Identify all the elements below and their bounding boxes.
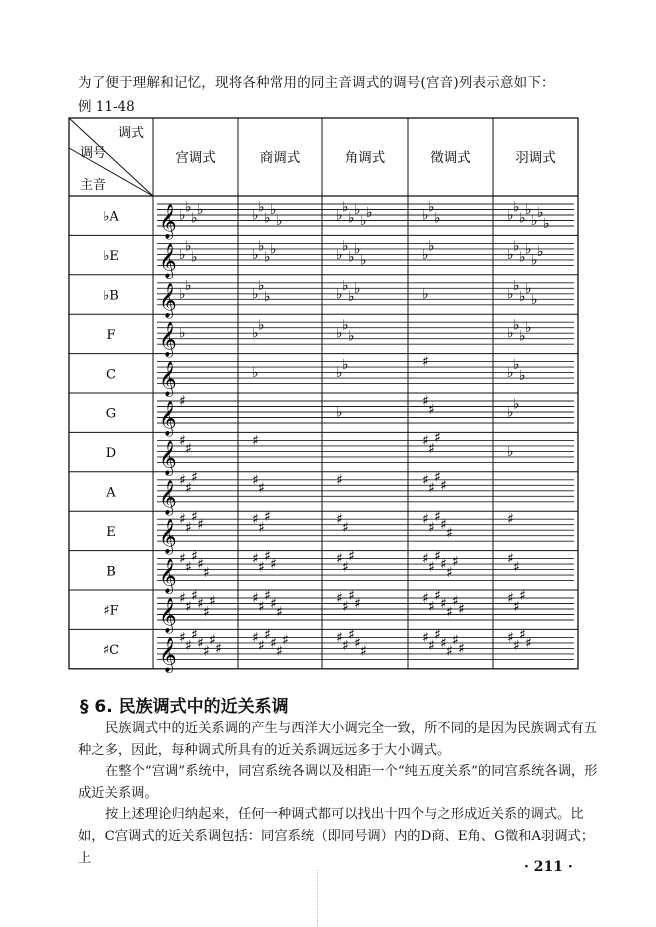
sharp-accidental: ♯: [446, 643, 453, 660]
table-row: [105, 470, 574, 516]
sharp-accidental: ♯: [434, 587, 441, 604]
sharp-accidental: ♯: [276, 604, 283, 621]
sharp-accidental: ♯: [342, 638, 349, 655]
sharp-accidental: ♯: [179, 432, 186, 449]
flat-accidental: ♭: [264, 210, 271, 227]
sharp-accidental: ♯: [440, 517, 447, 534]
sharp-accidental: ♯: [179, 472, 186, 489]
sharp-accidental: ♯: [513, 559, 520, 576]
sharp-accidental: ♯: [342, 559, 349, 576]
flat-accidental: ♭: [270, 202, 277, 218]
sharp-accidental: ♯: [185, 638, 192, 655]
sharp-accidental: ♯: [422, 432, 429, 449]
flat-accidental: ♭: [422, 246, 429, 263]
flat-accidental: ♭: [507, 365, 514, 382]
sharp-accidental: ♯: [252, 432, 259, 449]
flat-accidental: ♭: [422, 207, 429, 224]
table-row: [103, 239, 574, 280]
flat-accidental: ♭: [185, 199, 192, 216]
flat-accidental: ♭: [348, 289, 355, 306]
treble-clef: 𝄞: [159, 282, 177, 318]
sharp-accidental: ♯: [348, 627, 355, 644]
treble-clef: 𝄞: [159, 401, 177, 436]
flat-accidental: ♭: [342, 278, 349, 295]
sharp-accidental: ♯: [354, 635, 361, 652]
flat-accidental: ♭: [252, 286, 259, 303]
sharp-accidental: ♯: [209, 593, 216, 610]
sharp-accidental: ♯: [428, 598, 435, 615]
flat-accidental: ♭: [252, 365, 259, 382]
sharp-accidental: ♯: [252, 590, 259, 607]
table-body: [103, 199, 574, 673]
table-grid: [69, 118, 578, 669]
tonic-label: ♭B: [103, 288, 119, 304]
treble-clef: 𝄞: [159, 204, 177, 239]
flat-accidental: ♭: [276, 213, 283, 229]
flat-accidental: ♭: [531, 291, 538, 308]
table-row: [106, 548, 574, 594]
tonic-label: F: [106, 327, 116, 343]
table-row: [103, 278, 574, 319]
table-row: [106, 317, 574, 358]
sharp-accidental: ♯: [360, 643, 367, 660]
tonic-label: G: [105, 406, 117, 422]
treble-clef: 𝄞: [159, 243, 177, 279]
example-label: 例 11-48: [78, 99, 135, 115]
sharp-accidental: ♯: [452, 553, 459, 570]
sharp-accidental: ♯: [264, 627, 271, 644]
sharp-accidental: ♯: [422, 472, 429, 489]
sharp-accidental: ♯: [348, 548, 355, 565]
sharp-accidental: ♯: [507, 590, 514, 607]
flat-accidental: ♭: [264, 249, 271, 266]
tonic-label: D: [105, 446, 117, 462]
flat-accidental: ♭: [354, 202, 361, 218]
treble-clef: 𝄞: [159, 479, 177, 515]
flat-accidental: ♭: [507, 286, 514, 303]
flat-accidental: ♭: [507, 404, 514, 421]
flat-accidental: ♭: [513, 356, 520, 373]
sharp-accidental: ♯: [513, 598, 520, 615]
flat-accidental: ♭: [513, 199, 520, 216]
sharp-accidental: ♯: [422, 590, 429, 607]
flat-accidental: ♭: [428, 199, 435, 216]
column-header: 徵调式: [430, 150, 471, 166]
corner-signature-label: 调号: [80, 146, 107, 161]
flat-accidental: ♭: [519, 367, 526, 384]
sharp-accidental: ♯: [428, 480, 435, 497]
sharp-accidental: ♯: [191, 627, 198, 644]
flat-accidental: ♭: [336, 325, 343, 342]
flat-accidental: ♭: [342, 238, 349, 255]
sharp-accidental: ♯: [428, 559, 435, 576]
tonic-label: ♭A: [103, 209, 119, 225]
sharp-accidental: ♯: [270, 635, 277, 652]
flat-accidental: ♭: [342, 199, 349, 216]
sharp-accidental: ♯: [264, 548, 271, 565]
column-header: 宫调式: [175, 150, 216, 166]
sharp-accidental: ♯: [452, 593, 459, 610]
sharp-accidental: ♯: [185, 559, 192, 576]
sharp-accidental: ♯: [191, 469, 198, 486]
sharp-accidental: ♯: [203, 604, 210, 621]
sharp-accidental: ♯: [252, 511, 259, 528]
scan-artifact-line: [317, 870, 319, 927]
sharp-accidental: ♯: [264, 587, 271, 604]
sharp-accidental: ♯: [434, 627, 441, 644]
sharp-accidental: ♯: [446, 564, 453, 581]
flat-accidental: ♭: [537, 244, 544, 261]
sharp-accidental: ♯: [422, 629, 429, 646]
sharp-accidental: ♯: [258, 598, 265, 615]
flat-accidental: ♭: [360, 252, 367, 269]
sharp-accidental: ♯: [458, 640, 465, 657]
flat-accidental: ♭: [258, 199, 265, 216]
flat-accidental: ♭: [422, 286, 429, 303]
column-header: 角调式: [344, 150, 386, 166]
table-row: [103, 627, 574, 673]
sharp-accidental: ♯: [428, 401, 435, 418]
treble-clef: 𝄞: [159, 361, 177, 397]
sharp-accidental: ♯: [258, 480, 265, 497]
sharp-accidental: ♯: [507, 629, 514, 646]
sharp-accidental: ♯: [258, 559, 265, 576]
paragraph-3: 按上述理论归纳起来，任何一种调式都可以找出十四个与之形成近关系的调式。比如，C宫调式的近关系调包括：同宫系统（即同号调）内的D商、E角、G徵和A羽调式；上: [78, 807, 595, 866]
table-row: [106, 354, 574, 398]
flat-accidental: ♭: [348, 249, 355, 266]
sharp-accidental: ♯: [519, 627, 526, 644]
sharp-accidental: ♯: [428, 441, 435, 458]
flat-accidental: ♭: [525, 320, 532, 337]
sharp-accidental: ♯: [342, 598, 349, 615]
flat-accidental: ♭: [513, 278, 520, 295]
column-header: 羽调式: [515, 150, 556, 166]
sharp-accidental: ♯: [179, 551, 186, 568]
sharp-accidental: ♯: [258, 638, 265, 655]
sharp-accidental: ♯: [179, 590, 186, 607]
flat-accidental: ♭: [348, 210, 355, 227]
table-row: [106, 509, 574, 555]
sharp-accidental: ♯: [440, 596, 447, 612]
sharp-accidental: ♯: [197, 635, 204, 652]
treble-clef: 𝄞: [159, 637, 177, 673]
treble-clef: 𝄞: [159, 598, 177, 633]
paragraph-2: 在整个“宫调”系统中，同宫系统各调以及相距一个“纯五度关系”的同宫系统各调，形成近关系调。: [78, 764, 598, 801]
sharp-accidental: ♯: [185, 519, 192, 536]
table-row: [103, 588, 574, 634]
flat-accidental: ♭: [507, 207, 514, 224]
sharp-accidental: ♯: [422, 393, 429, 410]
corner-mode-label: 调式: [118, 126, 145, 141]
sharp-accidental: ♯: [434, 548, 441, 565]
sharp-accidental: ♯: [446, 525, 453, 542]
sharp-accidental: ♯: [336, 472, 343, 489]
sharp-accidental: ♯: [270, 556, 277, 573]
treble-clef: 𝄞: [159, 440, 177, 476]
flat-accidental: ♭: [179, 207, 186, 224]
flat-accidental: ♭: [336, 207, 343, 224]
sharp-accidental: ♯: [452, 632, 459, 649]
flat-accidental: ♭: [519, 289, 526, 306]
flat-accidental: ♭: [336, 246, 343, 263]
table-header: [80, 125, 144, 193]
flat-accidental: ♭: [513, 238, 520, 255]
flat-accidental: ♭: [179, 286, 186, 303]
sharp-accidental: ♯: [422, 551, 429, 568]
sharp-accidental: ♯: [348, 587, 355, 604]
flat-accidental: ♭: [434, 210, 441, 227]
flat-accidental: ♭: [354, 280, 361, 297]
flat-accidental: ♭: [537, 204, 544, 221]
sharp-accidental: ♯: [252, 472, 259, 489]
sharp-accidental: ♯: [513, 638, 520, 655]
flat-accidental: ♭: [185, 278, 192, 295]
sharp-accidental: ♯: [276, 643, 283, 660]
sharp-accidental: ♯: [336, 629, 343, 646]
sharp-accidental: ♯: [185, 441, 192, 458]
sharp-accidental: ♯: [203, 564, 210, 581]
corner-tonic-label: 主音: [80, 178, 107, 193]
flat-accidental: ♭: [179, 246, 186, 263]
sharp-accidental: ♯: [525, 635, 532, 652]
tonic-label: ♭E: [103, 249, 119, 265]
flat-accidental: ♭: [270, 241, 277, 258]
sharp-accidental: ♯: [428, 638, 435, 655]
sharp-accidental: ♯: [336, 590, 343, 607]
sharp-accidental: ♯: [422, 354, 429, 371]
flat-accidental: ♭: [354, 241, 361, 258]
flat-accidental: ♭: [185, 238, 192, 255]
flat-accidental: ♭: [525, 241, 532, 258]
sharp-accidental: ♯: [434, 508, 441, 525]
sharp-accidental: ♯: [440, 477, 447, 494]
flat-accidental: ♭: [342, 356, 349, 373]
paragraph-1: 民族调式中的近关系调的产生与西洋大小调完全一致，所不同的是因为民族调式有五种之多，因此，每种调式所具有的近关系调远远多于大小调式。: [78, 721, 597, 758]
sharp-accidental: ♯: [434, 430, 441, 447]
sharp-accidental: ♯: [197, 556, 204, 573]
flat-accidental: ♭: [179, 325, 186, 342]
flat-accidental: ♭: [264, 289, 271, 306]
tonic-label: E: [106, 524, 116, 540]
sharp-accidental: ♯: [252, 629, 259, 646]
flat-accidental: ♭: [336, 286, 343, 303]
flat-accidental: ♭: [252, 246, 259, 263]
column-header: 商调式: [259, 150, 301, 166]
table-row: [106, 394, 574, 438]
sharp-accidental: ♯: [191, 548, 198, 565]
sharp-accidental: ♯: [185, 480, 192, 497]
tonic-label: ♯F: [103, 603, 119, 619]
section-title: § 6. 民族调式中的近关系调: [80, 697, 289, 717]
flat-accidental: ♭: [252, 325, 259, 342]
flat-accidental: ♭: [543, 215, 550, 232]
sharp-accidental: ♯: [458, 601, 465, 618]
flat-accidental: ♭: [258, 278, 265, 295]
sharp-accidental: ♯: [336, 551, 343, 568]
flat-accidental: ♭: [348, 328, 355, 345]
flat-accidental: ♭: [507, 246, 514, 263]
flat-accidental: ♭: [519, 249, 526, 266]
sharp-accidental: ♯: [191, 508, 198, 525]
flat-accidental: ♭: [336, 365, 343, 382]
flat-accidental: ♭: [191, 249, 198, 266]
sharp-accidental: ♯: [185, 598, 192, 615]
column-headers: [175, 149, 556, 166]
flat-accidental: ♭: [197, 202, 204, 218]
sharp-accidental: ♯: [434, 469, 441, 486]
sharp-accidental: ♯: [507, 551, 514, 568]
sharp-accidental: ♯: [203, 643, 210, 660]
sharp-accidental: ♯: [264, 508, 271, 525]
sharp-accidental: ♯: [519, 587, 526, 604]
flat-accidental: ♭: [336, 404, 343, 421]
flat-accidental: ♭: [513, 396, 520, 413]
flat-accidental: ♭: [252, 207, 259, 224]
tonic-label: A: [106, 485, 116, 501]
sharp-accidental: ♯: [270, 596, 277, 612]
page-number: · 211 ·: [524, 859, 573, 875]
flat-accidental: ♭: [258, 238, 265, 255]
flat-accidental: ♭: [519, 210, 526, 227]
treble-clef: 𝄞: [159, 519, 177, 555]
sharp-accidental: ♯: [209, 632, 216, 649]
sharp-accidental: ♯: [282, 632, 289, 649]
table-row: [106, 430, 574, 476]
flat-accidental: ♭: [531, 252, 538, 269]
flat-accidental: ♭: [525, 280, 532, 297]
sharp-accidental: ♯: [252, 551, 259, 568]
flat-accidental: ♭: [525, 202, 532, 218]
sharp-accidental: ♯: [179, 393, 186, 410]
treble-clef: 𝄞: [159, 558, 177, 594]
tonic-label: C: [106, 367, 116, 383]
sharp-accidental: ♯: [428, 519, 435, 536]
sharp-accidental: ♯: [507, 511, 514, 528]
sharp-accidental: ♯: [354, 596, 361, 612]
flat-accidental: ♭: [191, 210, 198, 227]
flat-accidental: ♭: [360, 213, 367, 229]
flat-accidental: ♭: [342, 317, 349, 334]
tonic-label: B: [106, 564, 116, 580]
sharp-accidental: ♯: [342, 519, 349, 536]
sharp-accidental: ♯: [258, 519, 265, 536]
sharp-accidental: ♯: [191, 587, 198, 604]
flat-accidental: ♭: [507, 325, 514, 342]
sharp-accidental: ♯: [440, 556, 447, 573]
sharp-accidental: ♯: [197, 596, 204, 612]
flat-accidental: ♭: [507, 443, 514, 460]
flat-accidental: ♭: [366, 204, 373, 221]
flat-accidental: ♭: [531, 213, 538, 229]
sharp-accidental: ♯: [446, 604, 453, 621]
sharp-accidental: ♯: [336, 511, 343, 528]
intro-text: 为了便于理解和记忆，现将各种常用的同主音调式的调号(宫音)列表示意如下：: [78, 75, 555, 91]
sharp-accidental: ♯: [215, 640, 222, 657]
table-row: [103, 199, 574, 240]
tonic-label: ♯C: [102, 643, 120, 659]
sharp-accidental: ♯: [179, 511, 186, 528]
flat-accidental: ♭: [258, 317, 265, 334]
treble-clef: 𝄞: [159, 322, 177, 358]
flat-accidental: ♭: [519, 328, 526, 345]
sharp-accidental: ♯: [179, 629, 186, 646]
flat-accidental: ♭: [513, 317, 520, 334]
sharp-accidental: ♯: [197, 517, 204, 534]
sharp-accidental: ♯: [440, 635, 447, 652]
sharp-accidental: ♯: [422, 511, 429, 528]
flat-accidental: ♭: [428, 238, 435, 255]
